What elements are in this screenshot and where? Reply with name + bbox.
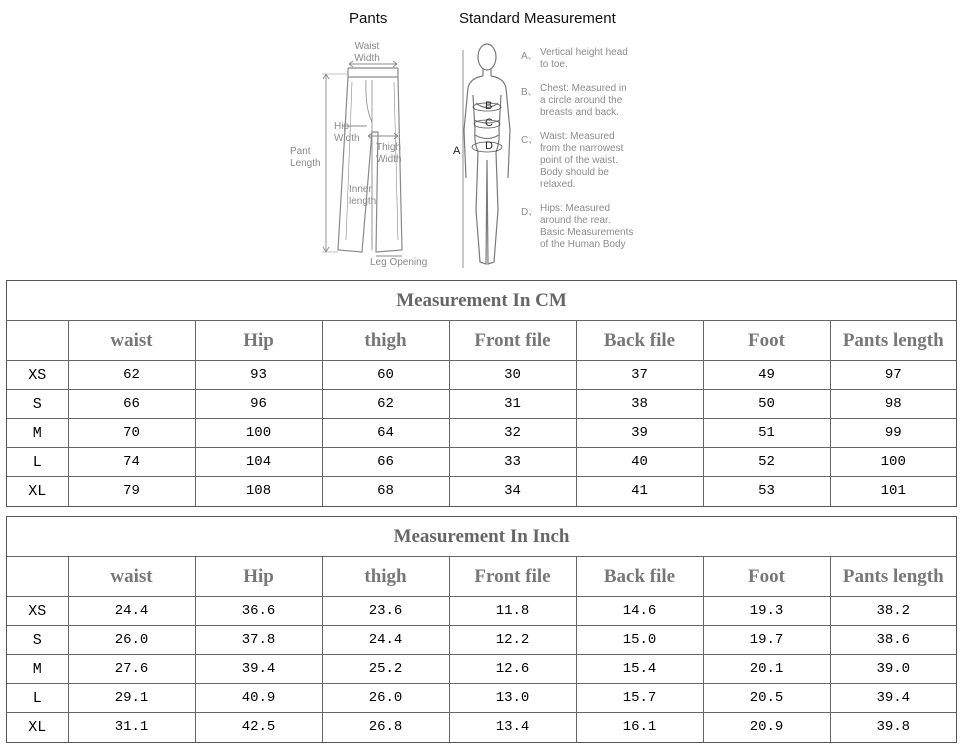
value-cell: 36.6: [195, 597, 322, 626]
value-cell: 13.4: [449, 713, 576, 742]
inner-length-label: Inner length: [349, 184, 377, 207]
value-cell: 31: [449, 390, 576, 419]
value-cell: 41: [576, 477, 703, 506]
value-cell: 68: [322, 477, 449, 506]
waist-width-label: Waist Width: [354, 41, 380, 64]
value-cell: 33: [449, 448, 576, 477]
value-cell: 64: [322, 419, 449, 448]
value-cell: 52: [703, 448, 830, 477]
value-cell: 39.0: [830, 655, 956, 684]
inch-table-title: Measurement In Inch: [7, 517, 956, 557]
size-cell: S: [7, 626, 68, 655]
size-cell: L: [7, 684, 68, 713]
note-b: Chest: Measured in a circle around the breasts and back.: [540, 83, 627, 118]
value-cell: 98: [830, 390, 956, 419]
inch-size-table: [6, 516, 957, 743]
value-cell: 12.6: [449, 655, 576, 684]
pant-length-label: Pant Length: [290, 146, 321, 169]
header-cell: Hip: [195, 321, 322, 361]
header-cell: Front file: [449, 557, 576, 597]
value-cell: 97: [830, 361, 956, 390]
size-cell: M: [7, 419, 68, 448]
header-cell: waist: [68, 557, 195, 597]
table-row: [7, 390, 956, 419]
table-row: [7, 655, 956, 684]
value-cell: 51: [703, 419, 830, 448]
value-cell: 38.2: [830, 597, 956, 626]
value-cell: 15.4: [576, 655, 703, 684]
value-cell: 25.2: [322, 655, 449, 684]
value-cell: 100: [830, 448, 956, 477]
value-cell: 15.0: [576, 626, 703, 655]
value-cell: 37.8: [195, 626, 322, 655]
header-cell: Back file: [576, 557, 703, 597]
value-cell: 104: [195, 448, 322, 477]
header-cell: Back file: [576, 321, 703, 361]
value-cell: 26.8: [322, 713, 449, 742]
value-cell: 26.0: [68, 626, 195, 655]
leg-opening-label: Leg Opening: [370, 257, 428, 268]
note-a: Vertical height head to toe.: [540, 47, 628, 70]
table-row: [7, 597, 956, 626]
value-cell: 70: [68, 419, 195, 448]
value-cell: 26.0: [322, 684, 449, 713]
letter-a: A: [453, 145, 461, 157]
table-row: [7, 361, 956, 390]
value-cell: 50: [703, 390, 830, 419]
value-cell: 60: [322, 361, 449, 390]
value-cell: 24.4: [68, 597, 195, 626]
cm-size-table: [6, 280, 957, 507]
value-cell: 19.3: [703, 597, 830, 626]
value-cell: 32: [449, 419, 576, 448]
table-row: [7, 626, 956, 655]
letter-c: C: [485, 117, 493, 129]
value-cell: 62: [68, 361, 195, 390]
size-cell: XS: [7, 361, 68, 390]
header-cell: waist: [68, 321, 195, 361]
value-cell: 30: [449, 361, 576, 390]
table-row: [7, 419, 956, 448]
value-cell: 66: [68, 390, 195, 419]
value-cell: 100: [195, 419, 322, 448]
value-cell: 24.4: [322, 626, 449, 655]
header-cell: Foot: [703, 321, 830, 361]
value-cell: 39.8: [830, 713, 956, 742]
header-cell: [7, 557, 68, 597]
value-cell: 66: [322, 448, 449, 477]
size-cell: S: [7, 390, 68, 419]
body-drawing: [464, 44, 510, 264]
value-cell: 40: [576, 448, 703, 477]
value-cell: 39: [576, 419, 703, 448]
table-row: [7, 448, 956, 477]
value-cell: 96: [195, 390, 322, 419]
letter-d: D: [485, 140, 493, 152]
value-cell: 27.6: [68, 655, 195, 684]
value-cell: 74: [68, 448, 195, 477]
header-cell: Pants length: [830, 321, 956, 361]
size-cell: XL: [7, 477, 68, 506]
value-cell: 42.5: [195, 713, 322, 742]
value-cell: 93: [195, 361, 322, 390]
table-row: [7, 713, 956, 742]
size-cell: L: [7, 448, 68, 477]
size-cell: XS: [7, 597, 68, 626]
value-cell: 14.6: [576, 597, 703, 626]
size-cell: XL: [7, 713, 68, 742]
note-d-key: D、: [521, 207, 539, 218]
header-cell: thigh: [322, 557, 449, 597]
cm-table-title: Measurement In CM: [7, 281, 956, 321]
value-cell: 37: [576, 361, 703, 390]
value-cell: 11.8: [449, 597, 576, 626]
value-cell: 15.7: [576, 684, 703, 713]
note-b-key: B、: [521, 87, 538, 98]
pants-title: Pants: [349, 10, 388, 27]
size-cell: M: [7, 655, 68, 684]
value-cell: 99: [830, 419, 956, 448]
value-cell: 16.1: [576, 713, 703, 742]
note-a-key: A、: [521, 51, 538, 62]
standard-measurement-title: Standard Measurement: [459, 10, 616, 27]
header-cell: Front file: [449, 321, 576, 361]
value-cell: 29.1: [68, 684, 195, 713]
note-c: Waist: Measured from the narrowest point of the waist. Body should be relaxed.: [540, 131, 624, 190]
value-cell: 31.1: [68, 713, 195, 742]
value-cell: 20.1: [703, 655, 830, 684]
value-cell: 101: [830, 477, 956, 506]
table-row: [7, 477, 956, 506]
note-c-key: C、: [521, 135, 539, 146]
value-cell: 108: [195, 477, 322, 506]
value-cell: 20.9: [703, 713, 830, 742]
value-cell: 13.0: [449, 684, 576, 713]
header-cell: thigh: [322, 321, 449, 361]
value-cell: 53: [703, 477, 830, 506]
header-cell: Foot: [703, 557, 830, 597]
value-cell: 49: [703, 361, 830, 390]
inch-header-row: [7, 557, 956, 597]
value-cell: 20.5: [703, 684, 830, 713]
value-cell: 40.9: [195, 684, 322, 713]
header-cell: [7, 321, 68, 361]
note-d: Hips: Measured around the rear. Basic Measurements of the Human Body: [540, 203, 634, 250]
value-cell: 34: [449, 477, 576, 506]
thigh-width-label: Thigh Width: [376, 142, 402, 165]
value-cell: 12.2: [449, 626, 576, 655]
value-cell: 62: [322, 390, 449, 419]
value-cell: 79: [68, 477, 195, 506]
measurement-illustration: [0, 0, 962, 276]
letter-b: B: [485, 100, 493, 112]
value-cell: 19.7: [703, 626, 830, 655]
value-cell: 38.6: [830, 626, 956, 655]
header-cell: Pants length: [830, 557, 956, 597]
header-cell: Hip: [195, 557, 322, 597]
value-cell: 39.4: [195, 655, 322, 684]
value-cell: 38: [576, 390, 703, 419]
hip-width-label: Hip Width: [334, 121, 360, 144]
value-cell: 23.6: [322, 597, 449, 626]
diagram-graphics: [0, 0, 962, 276]
cm-header-row: [7, 321, 956, 361]
value-cell: 39.4: [830, 684, 956, 713]
table-row: [7, 684, 956, 713]
